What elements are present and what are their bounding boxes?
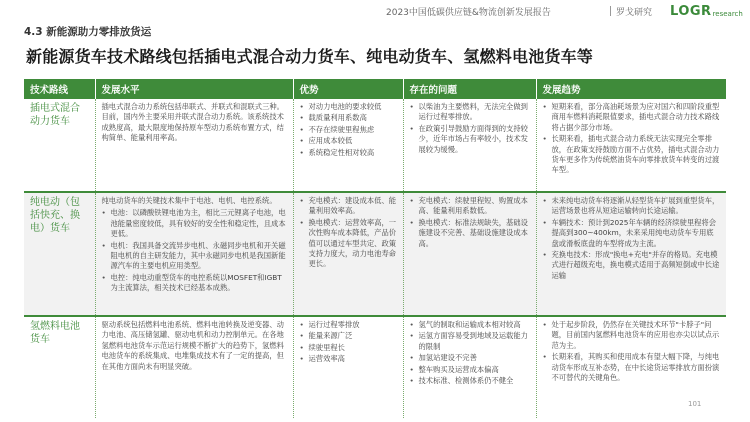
level-item: • 电机：我国具备交流异步电机、永磁同步电机和开关磁阻电机的自主研发能力，其中永磁同步电机是我国新能源汽车的主要电机应用类型。: [102, 241, 287, 272]
trend-list: [543, 320, 721, 383]
level-cell: [95, 99, 293, 192]
problem-item: • 换电模式：标准法规缺失，基础设施建设不完善、基础设施建设成本高。: [410, 218, 530, 249]
advantage-item: • 运行过程零排放: [300, 320, 397, 330]
trend-item: • 充换电技术：形成"换电+充电"并存的格局。充电模式进行超级充电，换电模式适用于高频短倒或中长途运输: [543, 250, 721, 281]
advantage-item: • 系统稳定性相对较高: [300, 148, 397, 158]
problem-item: • 整车购买及运营成本偏高: [410, 365, 530, 375]
page-title: 新能源货车技术路线包括插电式混合动力货车、纯电动货车、氢燃料电池货车等: [26, 47, 594, 66]
advantages-cell: [293, 192, 403, 316]
column-header: 发展趋势: [536, 79, 726, 99]
column-header: 优势: [293, 79, 403, 99]
problem-list: [410, 196, 530, 249]
problem-item: • 运氢方面容易受到地域及运载能力的限制: [410, 331, 530, 352]
route-cell: 插电式混合动力货车: [24, 99, 95, 192]
problems-cell: [403, 316, 536, 418]
advantage-list: [300, 102, 397, 158]
logo-subtext: research: [712, 10, 743, 18]
level-paragraph: 驱动系统包括燃料电池系统、燃料电池转换及逆变器、动力电池、高压储氢罐、驱动电机和动力控制单元。在各地氢燃料电池货车示范运行规模不断扩大的趋势下，氢燃料电池货车的系统集成、电堆集成技术有了一定的提高，但在其他方面尚未有明显突破。: [101, 320, 284, 371]
problem-item: • 以柴油为主要燃料，无法完全做到运行过程零排放。: [410, 102, 530, 123]
problem-list: [410, 102, 530, 155]
report-title: 2023中国低碳供应链&物流创新发展报告: [386, 8, 551, 18]
problem-item: • 加氢站建设不完善: [410, 353, 530, 363]
problem-item: • 氢气的制取和运输成本相对较高: [410, 320, 530, 330]
level-cell: [95, 316, 293, 418]
advantages-cell: [293, 99, 403, 192]
advantage-item: • 能量来源广泛: [300, 331, 397, 341]
trend-list: [543, 196, 721, 281]
level-list: [102, 208, 287, 293]
table-header-row: [24, 79, 726, 99]
top-header: [0, 0, 750, 22]
column-header: 存在的问题: [403, 79, 536, 99]
advantages-cell: [293, 316, 403, 418]
page-number: 101: [688, 400, 702, 408]
advantage-item: • 应用成本较低: [300, 136, 397, 146]
advantage-item: • 载质量利用系数高: [300, 113, 397, 123]
column-header: 技术路线: [24, 79, 95, 99]
trend-item: • 未来纯电动货车将逐渐从轻型货车扩展到重型货车，运营场景也将从短途运输转向长途运输。: [543, 196, 721, 217]
route-cell: 氢燃料电池货车: [24, 316, 95, 418]
org-name: 罗戈研究: [616, 8, 653, 18]
trend-list: [543, 102, 721, 176]
advantage-item: • 换电模式：运营效率高，一次性购车成本降低，产品价值可以通过车型共定、政策支持力度大，动力电池寿命更长。: [300, 218, 397, 270]
trends-cell: [536, 99, 726, 192]
advantage-item: • 对动力电池的要求较低: [300, 102, 397, 112]
table-row: [24, 316, 726, 418]
problems-cell: [403, 99, 536, 192]
trend-item: • 处于起步阶段，仍然存在关键技术环节"卡脖子"问题，目前国内氢燃料电池货车的应用也亦尖以试点示范为主。: [543, 320, 721, 351]
comparison-table: [24, 79, 726, 418]
level-cell: [95, 192, 293, 316]
advantage-item: • 运营效率高: [300, 354, 397, 364]
level-paragraph: 插电式混合动力系统包括串联式、并联式和混联式三种。目前，国内外主要采用并联式混合动力系统。该系统技术成熟度高，最大限度地保持原车型动力系统布置方式，结构简单、能量利用率高。: [101, 102, 284, 143]
route-cell: 纯电动（包括快充、换电）货车: [24, 192, 95, 316]
advantage-list: [300, 320, 397, 365]
level-item: • 电池：以磷酸铁锂电池为主，相比三元锂离子电池，电池能量密度较低，具有较好的安全性和稳定性，且成本更低。: [102, 208, 287, 239]
table-row: [24, 99, 726, 192]
table-row: [24, 192, 726, 316]
problems-cell: [403, 192, 536, 316]
level-item: • 电控：纯电动重型货车的电控系统以MOSFET和IGBT为主流算法，相关技术已经基本成熟。: [102, 273, 287, 294]
trend-item: • 车辆技术：预计到2025年车辆的经济续驶里程将会提高到300~400km，未来采用纯电动货车专用底盘或滑板底盘的车型将成为主流。: [543, 218, 721, 249]
advantage-list: [300, 196, 397, 270]
header-divider: [610, 6, 611, 16]
problem-item: • 技术标准、检测体系仍不健全: [410, 376, 530, 386]
logo: [670, 2, 743, 20]
level-paragraph: 纯电动货车的关键技术集中于电池、电机、电控系统。: [101, 196, 277, 205]
problem-item: • 在政策引导鼓励方面得到的支持较少，近年市场占有率较小，技术发展较为缓慢。: [410, 124, 530, 155]
column-header: 发展水平: [95, 79, 293, 99]
problem-item: • 充电模式：续驶里程短、购置成本高、能量利用系数低。: [410, 196, 530, 217]
advantage-item: • 充电模式：建设成本低、能量利用效率高。: [300, 196, 397, 217]
section-title: 4.3 新能源助力零排放货运: [24, 26, 152, 38]
problem-list: [410, 320, 530, 386]
trend-item: • 短期来看，部分高油耗场景为应对国六和四阶段重型商用车燃料消耗限值要求，插电式混合动力技术路线将占据少部分市场。: [543, 102, 721, 133]
trends-cell: [536, 192, 726, 316]
advantage-item: • 不存在续驶里程焦虑: [300, 125, 397, 135]
trend-item: • 长期来看，插电式混合动力系统无法实现完全零排放，在政策支持鼓励方面不占优势，插电式混合动力货车更多作为传统燃油货车向零排放货车转变的过渡车型。: [543, 134, 721, 176]
trend-item: • 长期来看，其购买和使用成本有望大幅下降，与纯电动货车形成互补态势，在中长途货运零排放方面扮演不可替代的关键角色。: [543, 352, 721, 383]
logo-wordmark: LOGR: [670, 3, 712, 19]
advantage-item: • 续驶里程长: [300, 343, 397, 353]
